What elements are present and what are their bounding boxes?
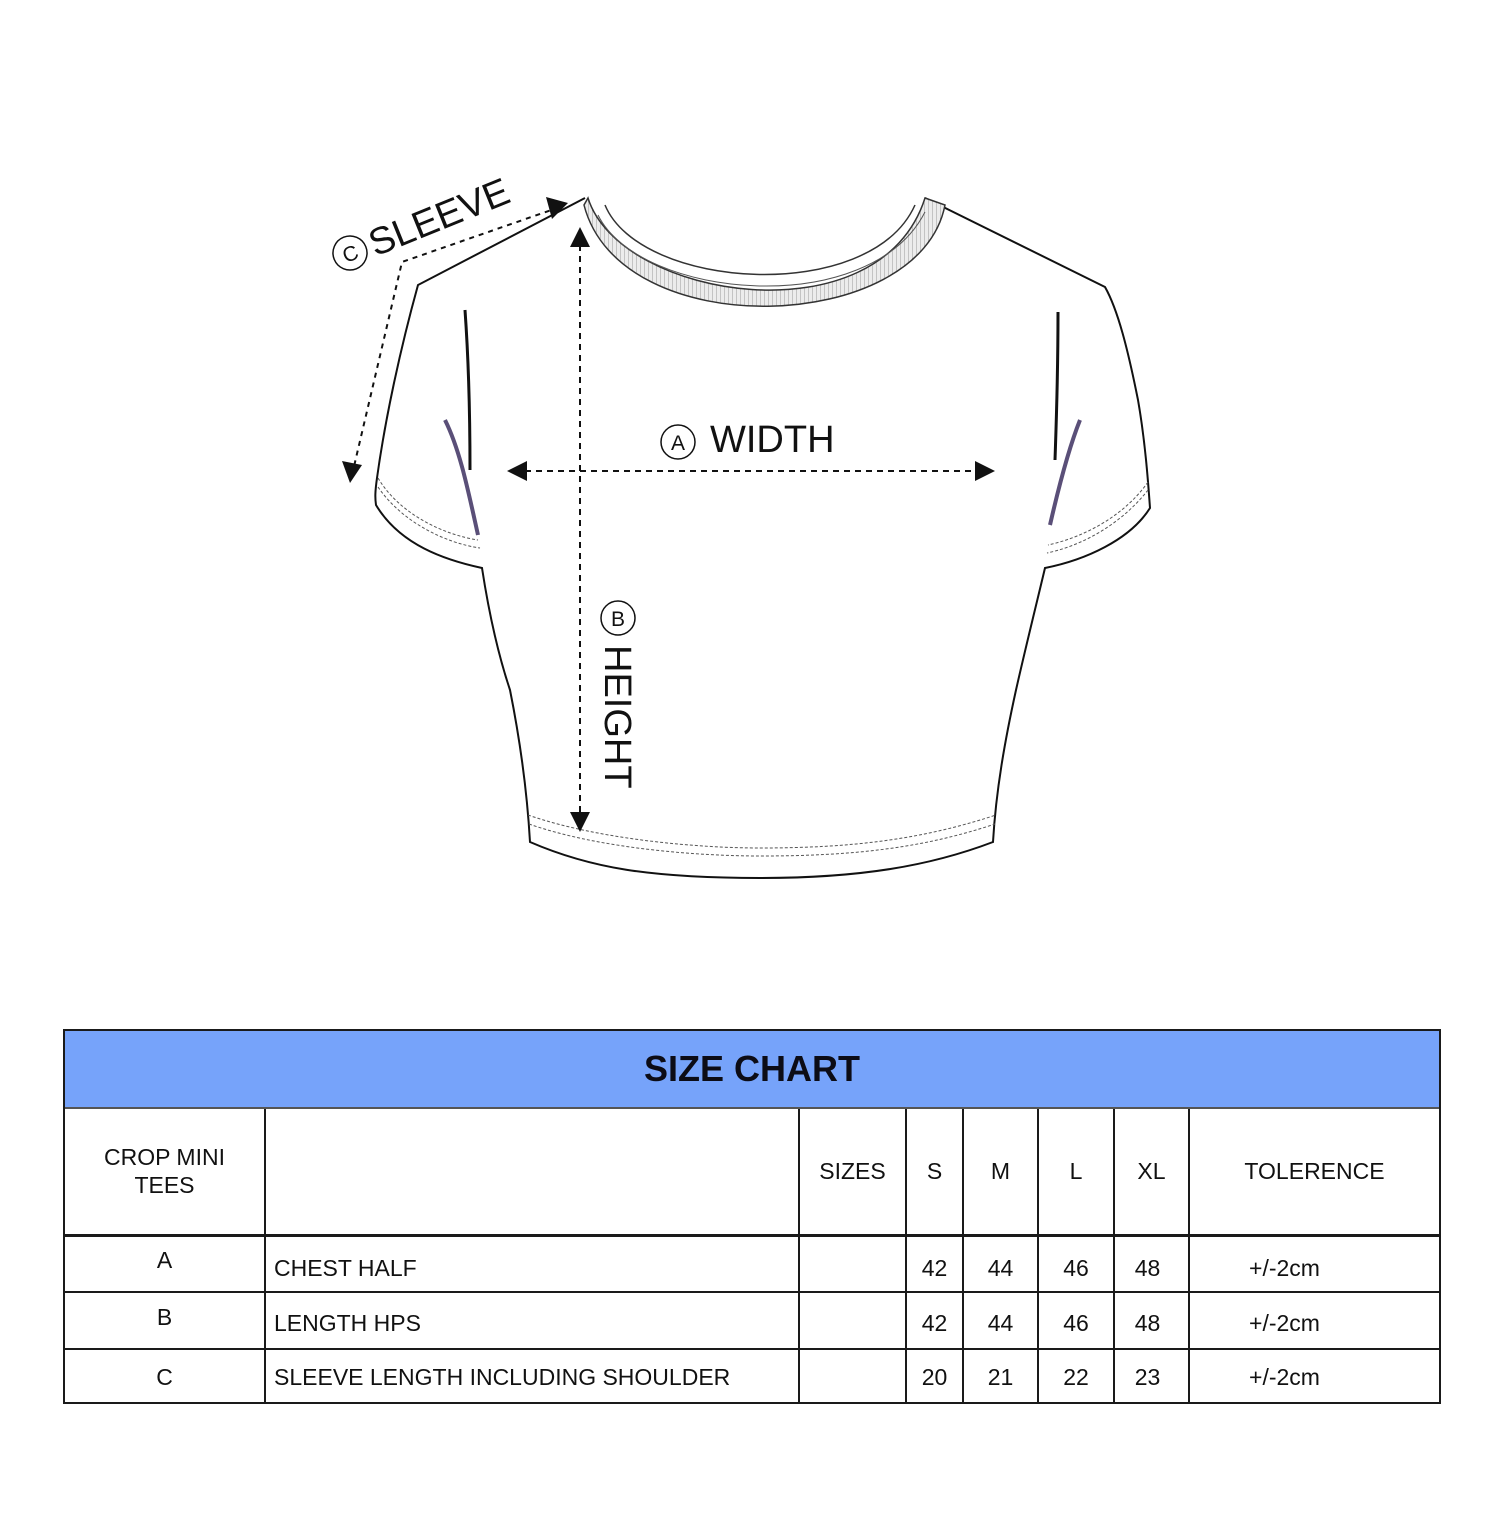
row-a-size-m: 44 bbox=[987, 1255, 1014, 1282]
row-divider bbox=[65, 1348, 1439, 1350]
label-width: WIDTH bbox=[710, 419, 835, 461]
header-product: CROP MINI TEES bbox=[104, 1143, 225, 1198]
header-description bbox=[266, 1109, 798, 1234]
row-b-size-s: 42 bbox=[921, 1310, 948, 1337]
size-chart-title: SIZE CHART bbox=[65, 1031, 1439, 1109]
row-b-tolerance: +/-2cm bbox=[1249, 1310, 1320, 1337]
label-sleeve: SLEEVE bbox=[362, 170, 516, 266]
row-a-code: A bbox=[156, 1247, 173, 1274]
row-c-size-s: 20 bbox=[921, 1364, 948, 1391]
header-sizes: SIZES bbox=[819, 1157, 886, 1184]
row-c-tolerance: +/-2cm bbox=[1249, 1364, 1320, 1391]
row-c-name: SLEEVE LENGTH INCLUDING SHOULDER bbox=[274, 1364, 731, 1391]
row-c-size-m: 21 bbox=[987, 1364, 1014, 1391]
header-size-xl: XL bbox=[1137, 1157, 1166, 1184]
row-a-name: CHEST HALF bbox=[274, 1255, 417, 1282]
label-c-marker: C bbox=[339, 240, 362, 268]
label-height: HEIGHT bbox=[596, 645, 638, 789]
sleeve-arrowhead-bottom bbox=[342, 461, 362, 483]
row-divider bbox=[65, 1291, 1439, 1293]
row-c-size-xl: 23 bbox=[1134, 1364, 1161, 1391]
label-b-marker: B bbox=[610, 608, 626, 631]
row-a-size-l: 46 bbox=[1063, 1255, 1089, 1282]
row-a-tolerance: +/-2cm bbox=[1249, 1255, 1320, 1282]
header-size-s: S bbox=[926, 1157, 943, 1184]
header-size-l: L bbox=[1069, 1157, 1083, 1184]
header-tolerance: TOLERENCE bbox=[1244, 1157, 1385, 1184]
row-divider bbox=[65, 1234, 1439, 1237]
row-a-size-xl: 48 bbox=[1134, 1255, 1161, 1282]
size-chart-table bbox=[63, 1029, 1441, 1404]
row-b-size-l: 46 bbox=[1063, 1310, 1089, 1337]
row-c-size-l: 22 bbox=[1063, 1364, 1089, 1391]
row-b-size-xl: 48 bbox=[1134, 1310, 1161, 1337]
row-b-size-m: 44 bbox=[987, 1310, 1014, 1337]
row-a-size-s: 42 bbox=[921, 1255, 948, 1282]
label-a-marker: A bbox=[670, 432, 686, 455]
header-size-m: M bbox=[990, 1157, 1011, 1184]
row-b-code: B bbox=[156, 1304, 173, 1331]
row-c-code: C bbox=[156, 1364, 173, 1391]
row-b-name: LENGTH HPS bbox=[274, 1310, 421, 1337]
